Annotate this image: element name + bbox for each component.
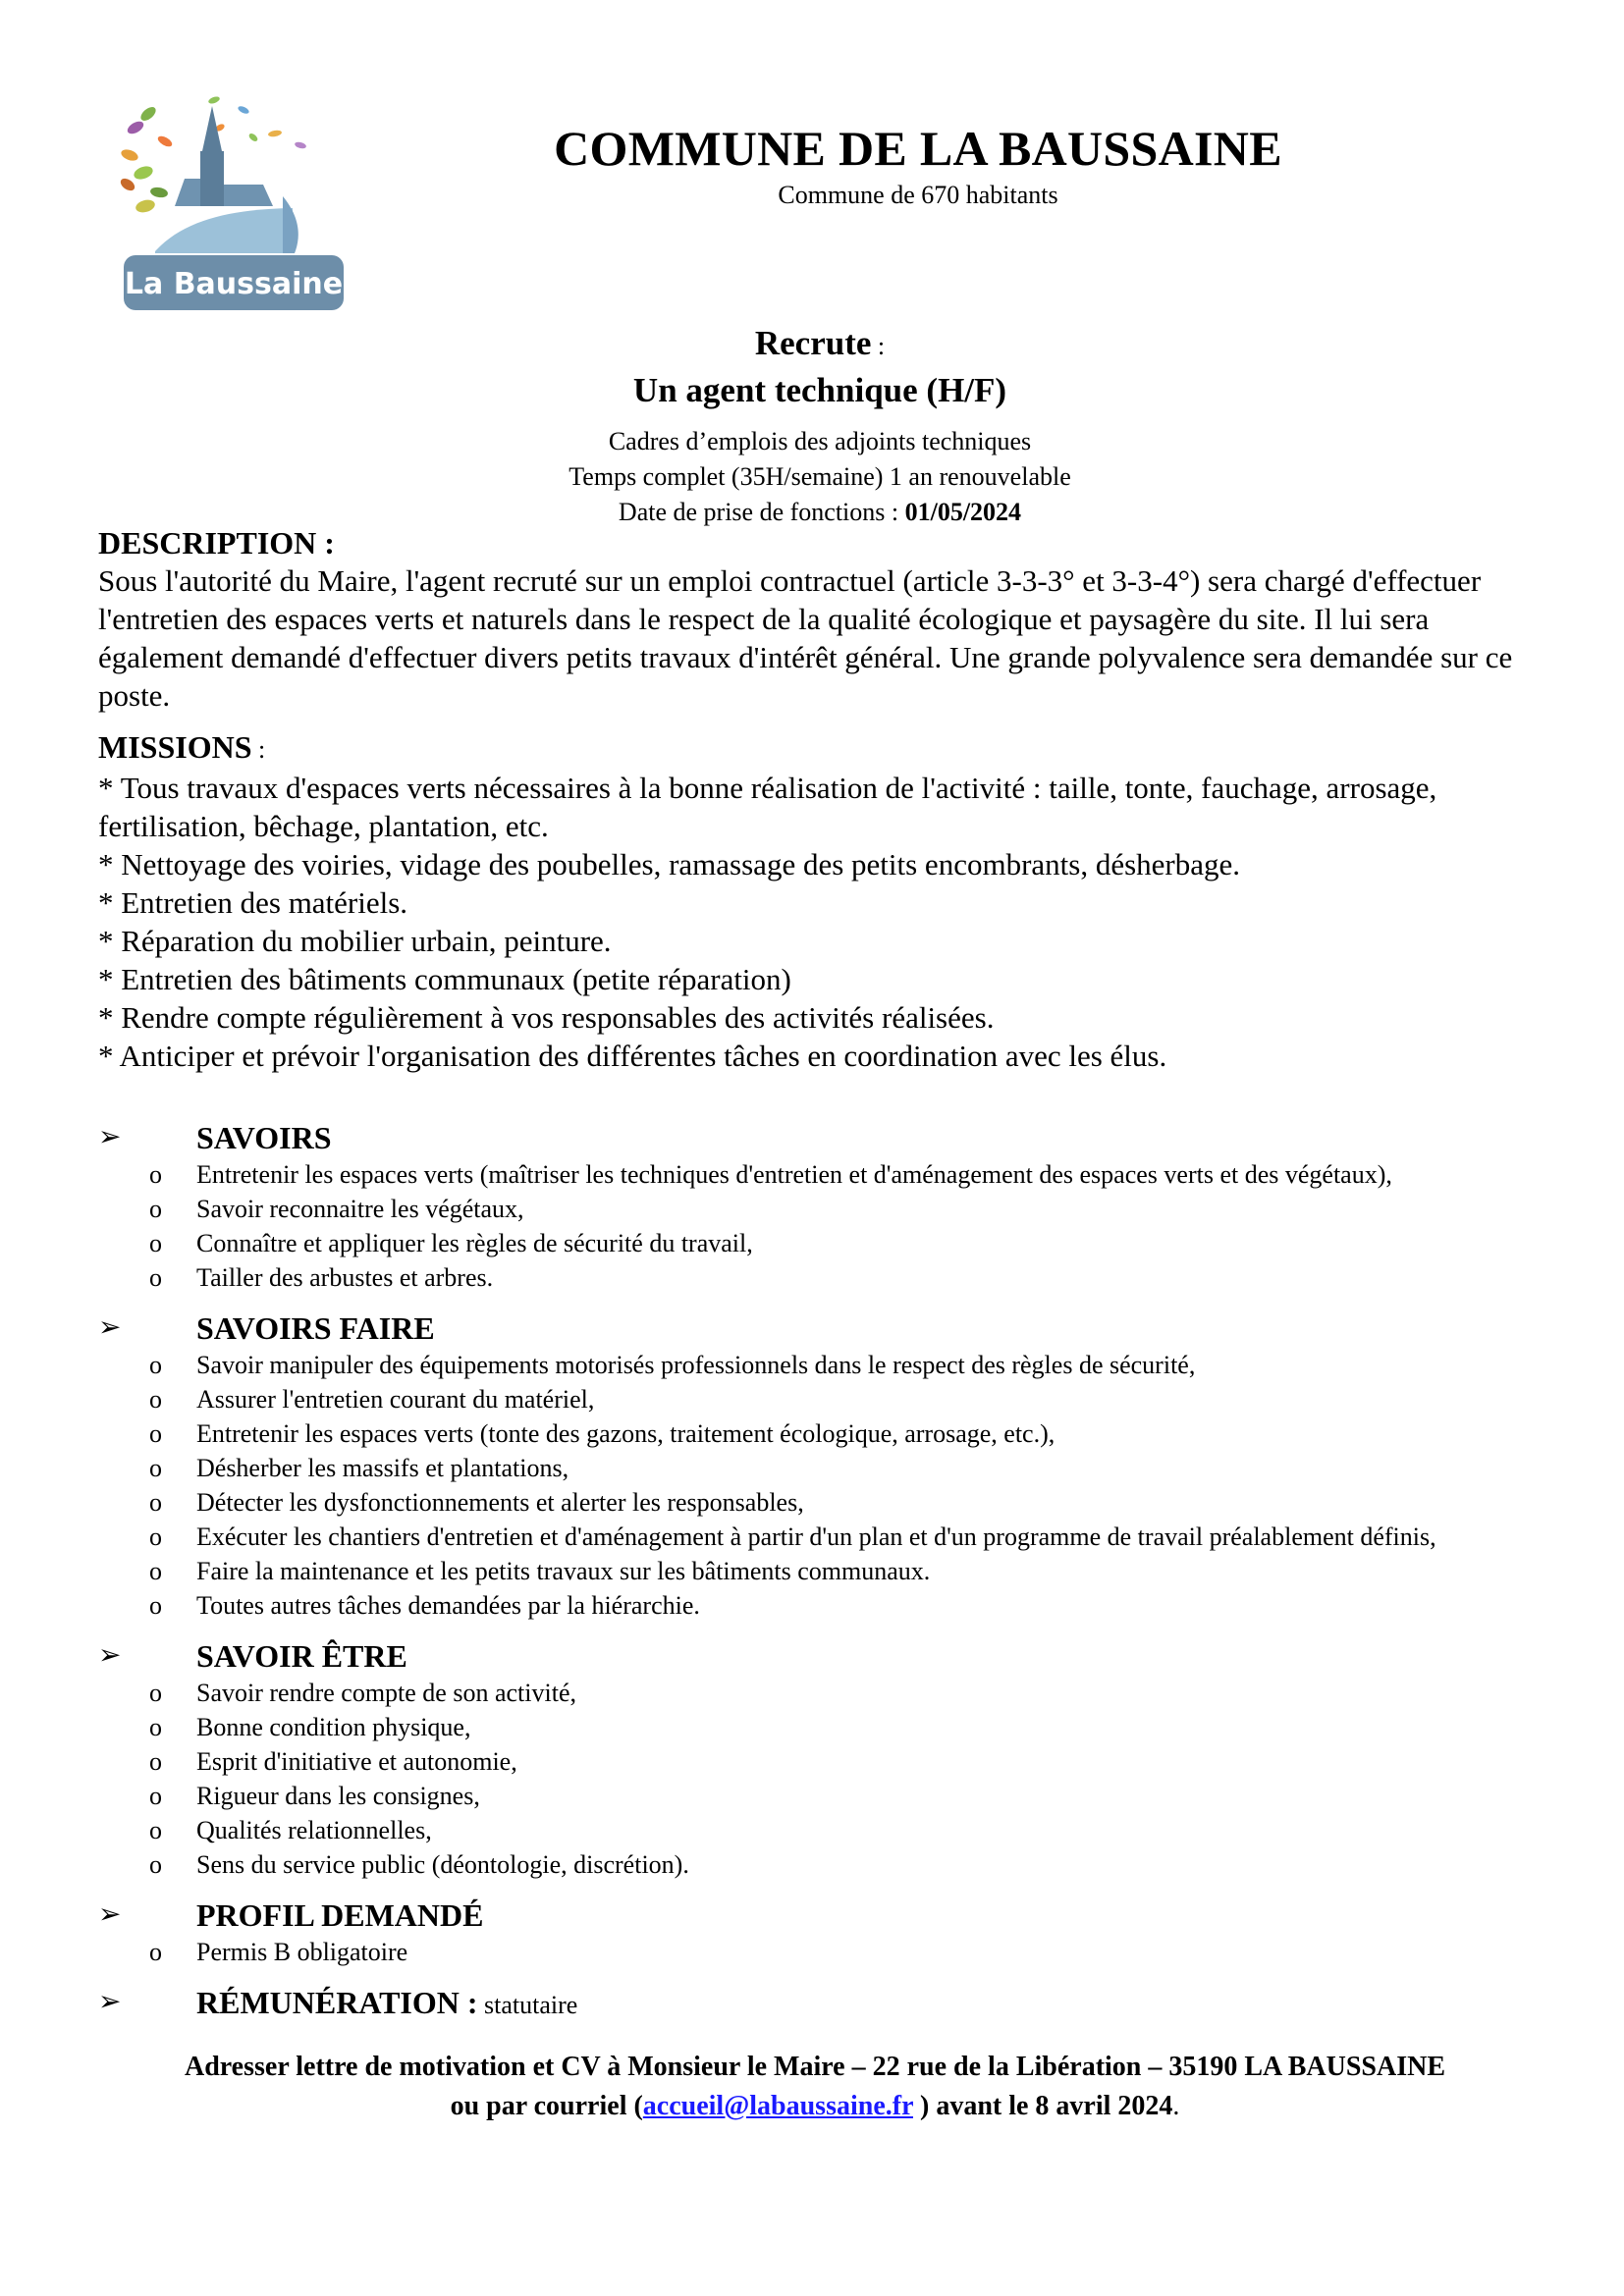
circle-bullet-icon: o bbox=[149, 1454, 162, 1482]
savoirs-section bbox=[98, 1118, 1542, 1295]
list-item bbox=[98, 1348, 1542, 1382]
list-item-text: Savoir manipuler des équipements motorisés professionnels dans le respect des règles de sécurité, bbox=[196, 1351, 1196, 1379]
profil-title: PROFIL DEMANDÉ bbox=[196, 1897, 484, 1933]
list-item-text: Esprit d'initiative et autonomie, bbox=[196, 1747, 517, 1776]
list-item bbox=[98, 1554, 1542, 1588]
mission-item: * Nettoyage des voiries, vidage des poubelles, ramassage des petits encombrants, désherbage. bbox=[98, 847, 1240, 881]
footer-period: . bbox=[1172, 2091, 1180, 2121]
arrow-bullet-icon: ➢ bbox=[98, 1312, 122, 1343]
missions-colon: : bbox=[251, 735, 266, 764]
list-item bbox=[98, 1226, 1542, 1260]
circle-bullet-icon: o bbox=[149, 1522, 162, 1551]
list-item bbox=[98, 1157, 1542, 1192]
list-item-text: Assurer l'entretien courant du matériel, bbox=[196, 1385, 595, 1414]
commune-logo bbox=[116, 77, 352, 312]
list-item-text: Entretenir les espaces verts (maîtriser les techniques d'entretien et d'aménagement des espaces verts et des végétaux), bbox=[196, 1160, 1392, 1189]
list-item-text: Désherber les massifs et plantations, bbox=[196, 1454, 569, 1482]
details-line-2: Temps complet (35H/semaine) 1 an renouvelable bbox=[568, 462, 1071, 491]
list-item bbox=[98, 1847, 1542, 1882]
remuneration-title: RÉMUNÉRATION : bbox=[196, 1985, 478, 2020]
start-date: 01/05/2024 bbox=[904, 498, 1022, 526]
mission-item: * Tous travaux d'espaces verts nécessaires à la bonne réalisation de l'activité : taille, tonte, fauchage, arrosage, fertilisation, bêchage, plantation, etc. bbox=[98, 771, 1437, 843]
list-item-text: Tailler des arbustes et arbres. bbox=[196, 1263, 494, 1292]
arrow-bullet-icon: ➢ bbox=[98, 1122, 122, 1152]
list-item bbox=[98, 1382, 1542, 1416]
list-item-text: Exécuter les chantiers d'entretien et d'aménagement à partir d'un plan et d'un programme de travail préalablement définis, bbox=[196, 1522, 1436, 1551]
list-item bbox=[98, 1710, 1542, 1744]
missions-heading bbox=[98, 728, 1542, 769]
list-item bbox=[98, 1676, 1542, 1710]
list-item-text: Bonne condition physique, bbox=[196, 1713, 471, 1741]
list-item bbox=[98, 1485, 1542, 1520]
circle-bullet-icon: o bbox=[149, 1195, 162, 1223]
savoir-etre-heading bbox=[98, 1636, 1542, 1676]
remuneration-value: statutaire bbox=[477, 1991, 578, 2019]
list-item bbox=[98, 1813, 1542, 1847]
footer-prefix: ou par courriel ( bbox=[450, 2091, 643, 2121]
footer-address: Adresser lettre de motivation et CV à Monsieur le Maire – 22 rue de la Libération – 35190 LA BAUSSAINE bbox=[184, 2052, 1446, 2082]
circle-bullet-icon: o bbox=[149, 1782, 162, 1810]
list-item-text: Qualités relationnelles, bbox=[196, 1816, 432, 1844]
list-item-text: Savoir rendre compte de son activité, bbox=[196, 1679, 576, 1707]
page-subtitle: Commune de 670 habitants bbox=[778, 181, 1058, 209]
mission-item: * Entretien des matériels. bbox=[98, 885, 408, 920]
poste-details bbox=[393, 424, 1247, 530]
description-heading: DESCRIPTION : bbox=[98, 525, 335, 561]
circle-bullet-icon: o bbox=[149, 1160, 162, 1189]
savoir-etre-title: SAVOIR ÊTRE bbox=[196, 1638, 407, 1674]
savoirs-heading bbox=[98, 1118, 1542, 1157]
circle-bullet-icon: o bbox=[149, 1591, 162, 1620]
mission-item: * Réparation du mobilier urbain, peinture. bbox=[98, 924, 612, 958]
circle-bullet-icon: o bbox=[149, 1850, 162, 1879]
list-item bbox=[98, 1935, 1542, 1969]
list-item bbox=[98, 1192, 1542, 1226]
list-item bbox=[98, 1260, 1542, 1295]
list-item bbox=[98, 1588, 1542, 1623]
missions-title: MISSIONS bbox=[98, 729, 252, 765]
list-item-text: Permis B obligatoire bbox=[196, 1938, 408, 1966]
list-item-text: Faire la maintenance et les petits travaux sur les bâtiments communaux. bbox=[196, 1557, 931, 1585]
list-item bbox=[98, 1520, 1542, 1554]
page-title: COMMUNE DE LA BAUSSAINE bbox=[554, 121, 1282, 176]
recrute-colon: : bbox=[871, 332, 886, 360]
arrow-bullet-icon: ➢ bbox=[98, 1640, 122, 1671]
circle-bullet-icon: o bbox=[149, 1385, 162, 1414]
circle-bullet-icon: o bbox=[149, 1263, 162, 1292]
circle-bullet-icon: o bbox=[149, 1938, 162, 1966]
recrute-heading bbox=[393, 324, 1247, 363]
circle-bullet-icon: o bbox=[149, 1488, 162, 1517]
circle-bullet-icon: o bbox=[149, 1713, 162, 1741]
mission-item: * Anticiper et prévoir l'organisation des différentes tâches en coordination avec les élus. bbox=[98, 1039, 1167, 1073]
logo-graphic bbox=[116, 77, 352, 312]
circle-bullet-icon: o bbox=[149, 1557, 162, 1585]
list-item-text: Détecter les dysfonctionnements et alerter les responsables, bbox=[196, 1488, 804, 1517]
circle-bullet-icon: o bbox=[149, 1679, 162, 1707]
poste-title: Un agent technique (H/F) bbox=[632, 371, 1007, 409]
list-item-text: Connaître et appliquer les règles de sécurité du travail, bbox=[196, 1229, 753, 1257]
recrute-label: Recrute bbox=[754, 324, 872, 362]
circle-bullet-icon: o bbox=[149, 1351, 162, 1379]
circle-bullet-icon: o bbox=[149, 1229, 162, 1257]
arrow-bullet-icon: ➢ bbox=[98, 1987, 122, 2017]
arrow-bullet-icon: ➢ bbox=[98, 1899, 122, 1930]
missions-section bbox=[98, 728, 1542, 1075]
mission-item: * Rendre compte régulièrement à vos responsables des activités réalisées. bbox=[98, 1000, 995, 1035]
savoirs-faire-heading bbox=[98, 1308, 1542, 1348]
footer-deadline: ) avant le 8 avril 2024 bbox=[913, 2091, 1173, 2121]
remuneration-heading bbox=[98, 1983, 1542, 2025]
remuneration-section bbox=[98, 1983, 1542, 2025]
logo-text: La Baussaine bbox=[124, 267, 344, 301]
application-footer bbox=[79, 2048, 1551, 2126]
list-item-text: Toutes autres tâches demandées par la hiérarchie. bbox=[196, 1591, 700, 1620]
circle-bullet-icon: o bbox=[149, 1419, 162, 1448]
job-offer-content bbox=[98, 524, 1542, 2025]
list-item bbox=[98, 1416, 1542, 1451]
savoirs-faire-section bbox=[98, 1308, 1542, 1623]
list-item bbox=[98, 1451, 1542, 1485]
mission-item: * Entretien des bâtiments communaux (petite réparation) bbox=[98, 962, 791, 996]
circle-bullet-icon: o bbox=[149, 1816, 162, 1844]
list-item-text: Rigueur dans les consignes, bbox=[196, 1782, 480, 1810]
start-date-label: Date de prise de fonctions : bbox=[618, 498, 905, 526]
list-item-text: Savoir reconnaitre les végétaux, bbox=[196, 1195, 524, 1223]
list-item-text: Sens du service public (déontologie, discrétion). bbox=[196, 1850, 689, 1879]
list-item bbox=[98, 1779, 1542, 1813]
details-line-1: Cadres d’emplois des adjoints techniques bbox=[608, 427, 1032, 455]
footer-email-line bbox=[79, 2087, 1551, 2126]
profil-section bbox=[98, 1896, 1542, 1969]
circle-bullet-icon: o bbox=[149, 1747, 162, 1776]
savoirs-faire-title: SAVOIRS FAIRE bbox=[196, 1310, 435, 1346]
list-item-text: Entretenir les espaces verts (tonte des gazons, traitement écologique, arrosage, etc.), bbox=[196, 1419, 1056, 1448]
list-item bbox=[98, 1744, 1542, 1779]
profil-heading bbox=[98, 1896, 1542, 1935]
description-text: Sous l'autorité du Maire, l'agent recruté sur un emploi contractuel (article 3-3-3° et 3-3-4°) sera chargé d'effectuer l'entretien des espaces verts et naturels dans le respect de la qualité écologique et paysagère du site. Il lui sera également demandé d'effectuer divers petits travaux d'intérêt général. Une grande polyvalence sera demandée sur ce poste. bbox=[98, 563, 1513, 713]
savoir-etre-section bbox=[98, 1636, 1542, 1882]
savoirs-title: SAVOIRS bbox=[196, 1120, 332, 1155]
email-link[interactable]: accueil@labaussaine.fr bbox=[642, 2091, 913, 2121]
